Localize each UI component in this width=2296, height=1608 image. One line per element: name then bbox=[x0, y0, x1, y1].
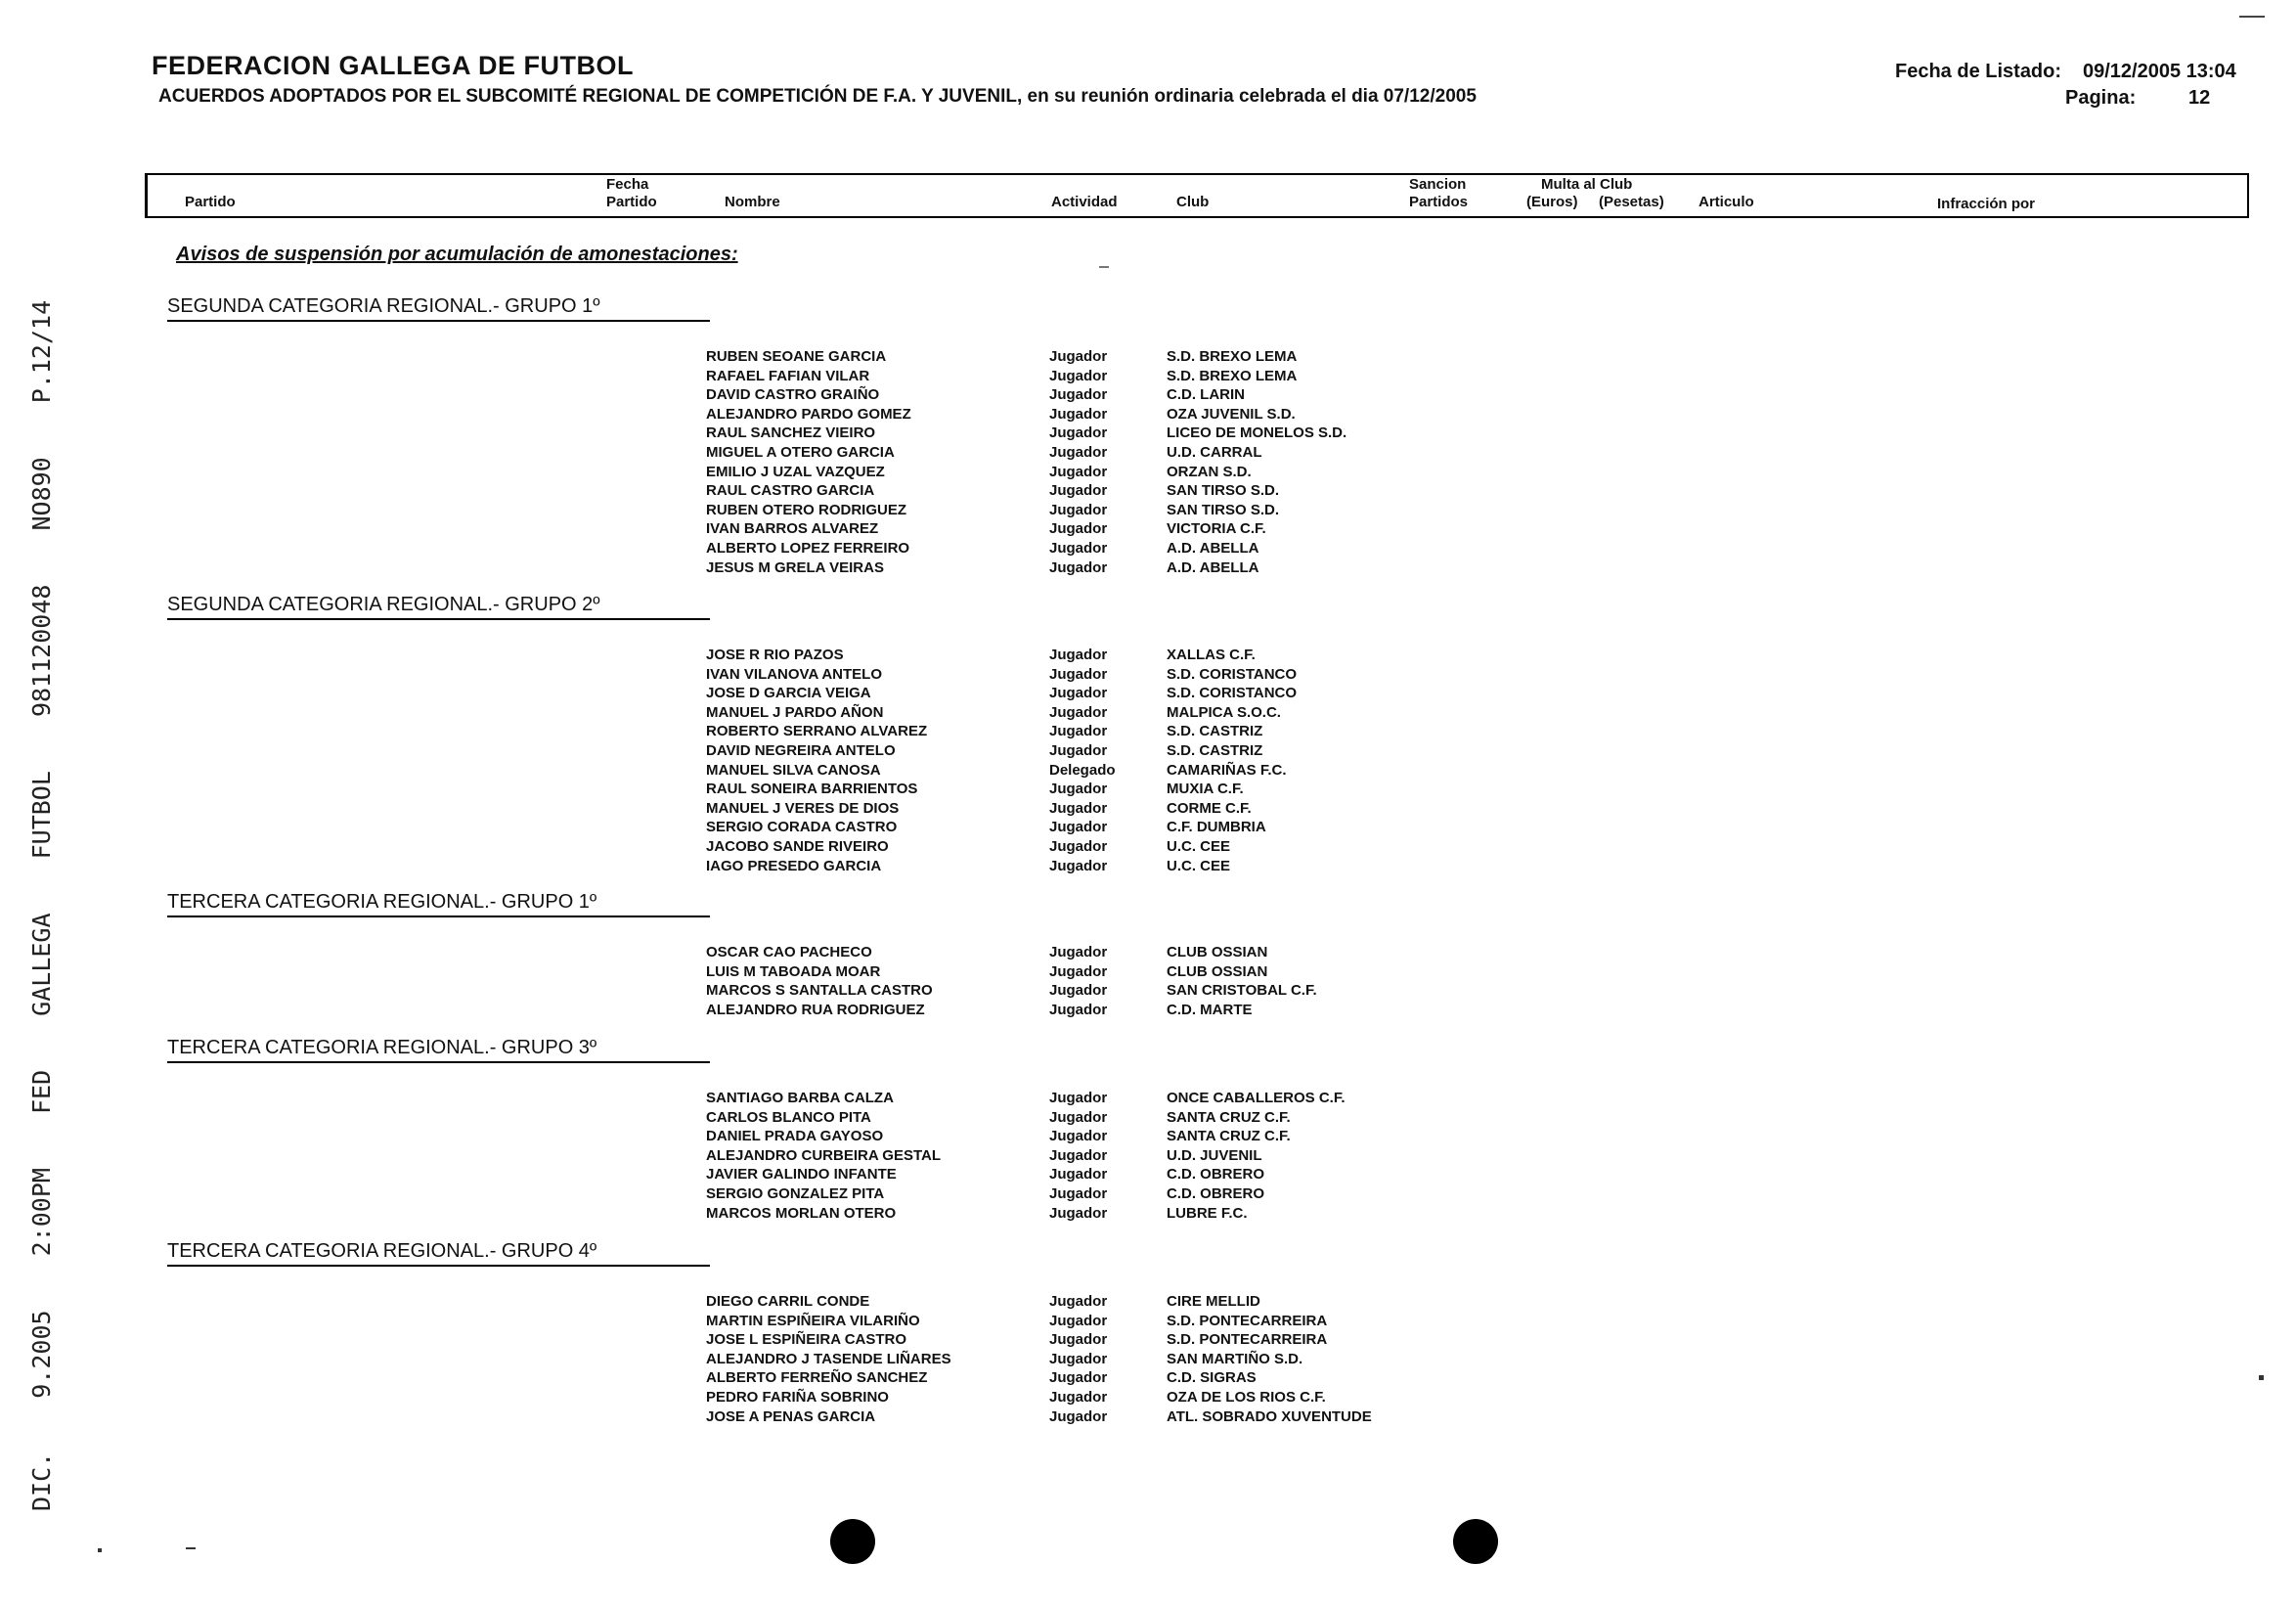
player-name: DAVID CASTRO GRAIÑO bbox=[706, 386, 880, 404]
fax-header-text: DIC. 9.2005 2:00PM FED GALLEGA FUTBOL 981120048 NO890 P.12/14 bbox=[27, 299, 56, 1511]
player-name: JOSE R RIO PAZOS bbox=[706, 647, 844, 663]
player-name: JACOBO SANDE RIVEIRO bbox=[706, 837, 889, 855]
suspension-notice-heading: Avisos de suspensión por acumulación de amonestaciones: bbox=[176, 244, 738, 265]
player-role: Jugador bbox=[1049, 1407, 1108, 1425]
player-name: DANIEL PRADA GAYOSO bbox=[706, 1128, 884, 1145]
listing-date-label: Fecha de Listado: bbox=[1895, 61, 2062, 82]
player-name: MARCOS MORLAN OTERO bbox=[706, 1204, 897, 1222]
player-role: Jugador bbox=[1049, 443, 1108, 461]
player-name: RAUL CASTRO GARCIA bbox=[706, 482, 875, 500]
player-club: LICEO DE MONELOS S.D. bbox=[1167, 424, 1347, 442]
player-name: DIEGO CARRIL CONDE bbox=[706, 1293, 870, 1310]
player-name: ALEJANDRO J TASENDE LIÑARES bbox=[706, 1350, 951, 1367]
player-role: Jugador bbox=[1049, 799, 1108, 817]
player-role: Jugador bbox=[1049, 1128, 1108, 1145]
scan-speck bbox=[2259, 1375, 2264, 1380]
player-club: OZA DE LOS RIOS C.F. bbox=[1167, 1388, 1326, 1406]
group-title: SEGUNDA CATEGORIA REGIONAL.- GRUPO 1º bbox=[167, 295, 710, 322]
player-name: LUIS M TABOADA MOAR bbox=[706, 962, 881, 980]
margin-mark bbox=[2239, 16, 2265, 18]
player-name: MANUEL J VERES DE DIOS bbox=[706, 799, 900, 817]
player-name: OSCAR CAO PACHECO bbox=[706, 944, 872, 960]
player-name: JOSE L ESPIÑEIRA CASTRO bbox=[706, 1331, 907, 1349]
player-club: A.D. ABELLA bbox=[1167, 558, 1259, 576]
player-role: Jugador bbox=[1049, 1312, 1108, 1329]
player-role: Jugador bbox=[1049, 1204, 1108, 1222]
col-articulo: Articulo bbox=[1699, 194, 1754, 210]
player-role: Delegado bbox=[1049, 761, 1116, 779]
player-role: Jugador bbox=[1049, 348, 1108, 365]
player-club: VICTORIA C.F. bbox=[1167, 520, 1266, 538]
player-club: S.D. PONTECARREIRA bbox=[1167, 1312, 1328, 1329]
player-club: S.D. BREXO LEMA bbox=[1167, 348, 1298, 365]
player-club: CLUB OSSIAN bbox=[1167, 944, 1268, 960]
player-name: MIGUEL A OTERO GARCIA bbox=[706, 443, 895, 461]
player-role: Jugador bbox=[1049, 463, 1108, 480]
player-club: MUXIA C.F. bbox=[1167, 781, 1244, 798]
player-name: ROBERTO SERRANO ALVAREZ bbox=[706, 723, 928, 740]
player-name: JOSE A PENAS GARCIA bbox=[706, 1407, 876, 1425]
player-role: Jugador bbox=[1049, 962, 1108, 980]
player-role: Jugador bbox=[1049, 482, 1108, 500]
player-name: RAUL SANCHEZ VIEIRO bbox=[706, 424, 876, 442]
col-multa-euros: (Euros) bbox=[1526, 194, 1578, 210]
player-role: Jugador bbox=[1049, 1166, 1108, 1184]
player-role: Jugador bbox=[1049, 1108, 1108, 1126]
player-name: IAGO PRESEDO GARCIA bbox=[706, 857, 882, 874]
player-role: Jugador bbox=[1049, 1146, 1108, 1164]
player-club: OZA JUVENIL S.D. bbox=[1167, 405, 1296, 423]
col-infraccion: Infracción por bbox=[1937, 196, 2036, 212]
player-role: Jugador bbox=[1049, 539, 1108, 557]
player-role: Jugador bbox=[1049, 1001, 1108, 1018]
player-name: JESUS M GRELA VEIRAS bbox=[706, 558, 884, 576]
player-role: Jugador bbox=[1049, 501, 1108, 518]
player-club: C.D. SIGRAS bbox=[1167, 1369, 1257, 1387]
player-name: PEDRO FARIÑA SOBRINO bbox=[706, 1388, 889, 1406]
punch-hole bbox=[1453, 1519, 1498, 1564]
col-fecha-bottom: Partido bbox=[606, 194, 657, 210]
player-club: SAN CRISTOBAL C.F. bbox=[1167, 982, 1317, 1000]
player-club: C.D. OBRERO bbox=[1167, 1184, 1265, 1202]
player-role: Jugador bbox=[1049, 386, 1108, 404]
player-club: S.D. PONTECARREIRA bbox=[1167, 1331, 1328, 1349]
listing-date-value: 09/12/2005 13:04 bbox=[2083, 61, 2236, 82]
player-name: MARCOS S SANTALLA CASTRO bbox=[706, 982, 933, 1000]
player-role: Jugador bbox=[1049, 1184, 1108, 1202]
col-fecha-top: Fecha bbox=[606, 176, 649, 193]
player-role: Jugador bbox=[1049, 424, 1108, 442]
player-role: Jugador bbox=[1049, 685, 1108, 702]
player-club: CORME C.F. bbox=[1167, 799, 1252, 817]
player-role: Jugador bbox=[1049, 367, 1108, 384]
player-club: C.D. LARIN bbox=[1167, 386, 1245, 404]
player-club: U.D. JUVENIL bbox=[1167, 1146, 1262, 1164]
page-label: Pagina: bbox=[2065, 87, 2137, 109]
player-role: Jugador bbox=[1049, 723, 1108, 740]
col-sancion-bottom: Partidos bbox=[1409, 194, 1469, 210]
player-club: U.D. CARRAL bbox=[1167, 443, 1262, 461]
col-multa-pesetas: (Pesetas) bbox=[1599, 194, 1664, 210]
player-name: JOSE D GARCIA VEIGA bbox=[706, 685, 871, 702]
player-name: MANUEL SILVA CANOSA bbox=[706, 761, 881, 779]
stray-mark bbox=[1099, 266, 1109, 268]
player-role: Jugador bbox=[1049, 405, 1108, 423]
player-role: Jugador bbox=[1049, 647, 1108, 663]
player-name: DAVID NEGREIRA ANTELO bbox=[706, 741, 896, 759]
group-title: TERCERA CATEGORIA REGIONAL.- GRUPO 1º bbox=[167, 891, 710, 917]
player-club: SAN MARTIÑO S.D. bbox=[1167, 1350, 1303, 1367]
col-sancion-top: Sancion bbox=[1409, 176, 1467, 193]
player-club: S.D. CASTRIZ bbox=[1167, 741, 1263, 759]
player-name: RUBEN OTERO RODRIGUEZ bbox=[706, 501, 907, 518]
player-name: ALBERTO FERREÑO SANCHEZ bbox=[706, 1369, 928, 1387]
organization-title: FEDERACION GALLEGA DE FUTBOL bbox=[152, 51, 634, 80]
player-name: JAVIER GALINDO INFANTE bbox=[706, 1166, 897, 1184]
player-role: Jugador bbox=[1049, 837, 1108, 855]
player-name: ALEJANDRO CURBEIRA GESTAL bbox=[706, 1146, 942, 1164]
player-role: Jugador bbox=[1049, 944, 1108, 960]
player-club: SAN TIRSO S.D. bbox=[1167, 482, 1280, 500]
document-subtitle: ACUERDOS ADOPTADOS POR EL SUBCOMITÉ REGIONAL DE COMPETICIÓN DE F.A. Y JUVENIL, en su reunión ordinaria celebrada el dia 07/12/2005 bbox=[158, 86, 1477, 107]
player-club: CAMARIÑAS F.C. bbox=[1167, 761, 1287, 779]
player-club: ONCE CABALLEROS C.F. bbox=[1167, 1090, 1346, 1106]
group-title: TERCERA CATEGORIA REGIONAL.- GRUPO 4º bbox=[167, 1240, 710, 1267]
player-club: LUBRE F.C. bbox=[1167, 1204, 1248, 1222]
player-club: U.C. CEE bbox=[1167, 857, 1231, 874]
player-club: C.D. OBRERO bbox=[1167, 1166, 1265, 1184]
player-club: S.D. BREXO LEMA bbox=[1167, 367, 1298, 384]
col-multa-top: Multa al Club bbox=[1541, 176, 1633, 193]
player-club: S.D. CORISTANCO bbox=[1167, 665, 1298, 683]
player-name: CARLOS BLANCO PITA bbox=[706, 1108, 871, 1126]
player-role: Jugador bbox=[1049, 1090, 1108, 1106]
player-name: RAUL SONEIRA BARRIENTOS bbox=[706, 781, 918, 798]
fax-header bbox=[27, 137, 66, 1526]
player-name: SANTIAGO BARBA CALZA bbox=[706, 1090, 894, 1106]
player-name: SERGIO GONZALEZ PITA bbox=[706, 1184, 885, 1202]
player-role: Jugador bbox=[1049, 1350, 1108, 1367]
player-role: Jugador bbox=[1049, 1331, 1108, 1349]
player-club: SANTA CRUZ C.F. bbox=[1167, 1128, 1291, 1145]
player-role: Jugador bbox=[1049, 819, 1108, 836]
player-name: EMILIO J UZAL VAZQUEZ bbox=[706, 463, 885, 480]
col-club: Club bbox=[1176, 194, 1210, 210]
scan-speck bbox=[186, 1547, 196, 1549]
player-club: A.D. ABELLA bbox=[1167, 539, 1259, 557]
player-club: ORZAN S.D. bbox=[1167, 463, 1252, 480]
player-name: ALEJANDRO RUA RODRIGUEZ bbox=[706, 1001, 925, 1018]
player-role: Jugador bbox=[1049, 1369, 1108, 1387]
player-club: ATL. SOBRADO XUVENTUDE bbox=[1167, 1407, 1372, 1425]
player-club: CLUB OSSIAN bbox=[1167, 962, 1268, 980]
player-role: Jugador bbox=[1049, 520, 1108, 538]
player-club: CIRE MELLID bbox=[1167, 1293, 1260, 1310]
player-club: XALLAS C.F. bbox=[1167, 647, 1256, 663]
player-name: IVAN VILANOVA ANTELO bbox=[706, 665, 882, 683]
col-nombre: Nombre bbox=[725, 194, 780, 210]
player-club: SAN TIRSO S.D. bbox=[1167, 501, 1280, 518]
page-number: 12 bbox=[2188, 87, 2211, 109]
player-club: S.D. CASTRIZ bbox=[1167, 723, 1263, 740]
player-role: Jugador bbox=[1049, 665, 1108, 683]
player-name: IVAN BARROS ALVAREZ bbox=[706, 520, 879, 538]
player-club: MALPICA S.O.C. bbox=[1167, 703, 1281, 721]
player-name: SERGIO CORADA CASTRO bbox=[706, 819, 898, 836]
player-name: MARTIN ESPIÑEIRA VILARIÑO bbox=[706, 1312, 920, 1329]
player-role: Jugador bbox=[1049, 1388, 1108, 1406]
player-name: MANUEL J PARDO AÑON bbox=[706, 703, 884, 721]
scan-speck bbox=[98, 1548, 102, 1552]
player-name: ALEJANDRO PARDO GOMEZ bbox=[706, 405, 911, 423]
column-header-box bbox=[145, 173, 2249, 218]
player-name: RAFAEL FAFIAN VILAR bbox=[706, 367, 870, 384]
player-role: Jugador bbox=[1049, 741, 1108, 759]
player-name: RUBEN SEOANE GARCIA bbox=[706, 348, 887, 365]
col-actividad: Actividad bbox=[1051, 194, 1118, 210]
player-club: C.D. MARTE bbox=[1167, 1001, 1253, 1018]
player-role: Jugador bbox=[1049, 982, 1108, 1000]
punch-hole bbox=[830, 1519, 875, 1564]
group-title: TERCERA CATEGORIA REGIONAL.- GRUPO 3º bbox=[167, 1037, 710, 1063]
player-role: Jugador bbox=[1049, 857, 1108, 874]
player-role: Jugador bbox=[1049, 781, 1108, 798]
player-name: ALBERTO LOPEZ FERREIRO bbox=[706, 539, 910, 557]
player-club: C.F. DUMBRIA bbox=[1167, 819, 1266, 836]
player-club: SANTA CRUZ C.F. bbox=[1167, 1108, 1291, 1126]
player-club: S.D. CORISTANCO bbox=[1167, 685, 1298, 702]
player-role: Jugador bbox=[1049, 1293, 1108, 1310]
group-title: SEGUNDA CATEGORIA REGIONAL.- GRUPO 2º bbox=[167, 594, 710, 620]
player-role: Jugador bbox=[1049, 703, 1108, 721]
player-role: Jugador bbox=[1049, 558, 1108, 576]
player-club: U.C. CEE bbox=[1167, 837, 1231, 855]
col-partido: Partido bbox=[185, 194, 236, 210]
